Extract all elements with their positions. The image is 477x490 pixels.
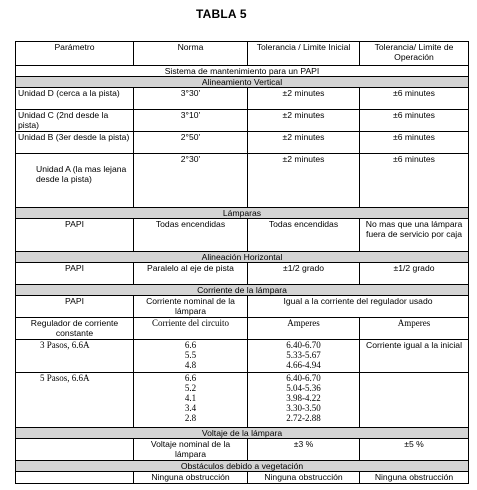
vertical-param: Unidad C (2nd desde la pista) — [16, 110, 134, 132]
horizontal-param: PAPI — [16, 263, 134, 285]
five-step-param: 5 Pasos, 6.6A — [16, 373, 134, 428]
regulator-inicial: Amperes — [248, 318, 360, 340]
table-title: TABLA 5 — [196, 7, 247, 21]
section-vertical: Alineamiento Vertical — [16, 77, 469, 88]
header-row — [16, 42, 469, 66]
three-step-inicial: 6.40-6.70 5.33-5.67 4.66-4.94 — [248, 340, 360, 373]
obstacles-operacion: Ninguna obstrucción — [360, 472, 469, 484]
vertical-param: Unidad D (cerca a la pista) — [16, 88, 134, 110]
current-papi-tolerance: Igual a la corriente del regulador usado — [248, 296, 469, 318]
regulator-param: Regulador de corriente constante — [16, 318, 134, 340]
vertical-operacion: ±6 minutes — [360, 154, 469, 208]
vertical-operacion: ±6 minutes — [360, 110, 469, 132]
table-row — [16, 439, 469, 461]
horizontal-norma: Paralelo al eje de pista — [134, 263, 248, 285]
vertical-norma: 2°30' — [134, 154, 248, 208]
lamps-param: PAPI — [16, 219, 134, 252]
table-row — [16, 154, 469, 208]
horizontal-inicial: ±1/2 grado — [248, 263, 360, 285]
system-title: Sistema de mantenimiento para un PAPI — [16, 66, 469, 77]
vertical-norma: 3°10' — [134, 110, 248, 132]
regulator-operacion: Amperes — [360, 318, 469, 340]
vertical-norma: 2°50' — [134, 132, 248, 154]
vertical-operacion: ±6 minutes — [360, 132, 469, 154]
lamps-norma: Todas encendidas — [134, 219, 248, 252]
vertical-inicial: ±2 minutes — [248, 110, 360, 132]
maintenance-table — [15, 41, 469, 484]
voltage-param — [16, 439, 134, 461]
vertical-param: Unidad A (la mas lejana desde la pista) — [16, 154, 134, 208]
section-lamps: Lámparas — [16, 208, 469, 219]
vertical-norma: 3°30' — [134, 88, 248, 110]
voltage-operacion: ±5 % — [360, 439, 469, 461]
section-voltage: Voltaje de la lámpara — [16, 428, 469, 439]
vertical-inicial: ±2 minutes — [248, 132, 360, 154]
lamps-operacion: No mas que una lámpara fuera de servicio por caja — [360, 219, 469, 252]
header-norma: Norma — [134, 42, 248, 66]
table-row — [16, 296, 469, 318]
five-step-norma: 6.6 5.2 4.1 3.4 2.8 — [134, 373, 248, 428]
table-row — [16, 340, 469, 373]
obstacles-inicial: Ninguna obstrucción — [248, 472, 360, 484]
section-horizontal: Alineación Horizontal — [16, 252, 469, 263]
table-row — [16, 263, 469, 285]
five-step-operacion — [360, 373, 469, 428]
regulator-norma: Corriente del circuito — [134, 318, 248, 340]
current-papi-norma: Corriente nominal de la lámpara — [134, 296, 248, 318]
table-row — [16, 219, 469, 252]
voltage-inicial: ±3 % — [248, 439, 360, 461]
table-row — [16, 318, 469, 340]
table-row — [16, 88, 469, 110]
header-tolerancia-operacion: Tolerancia/ Limite de Operación — [360, 42, 469, 66]
lamps-inicial: Todas encendidas — [248, 219, 360, 252]
vertical-inicial: ±2 minutes — [248, 154, 360, 208]
table-row — [16, 373, 469, 428]
table-row — [16, 132, 469, 154]
table-row — [16, 110, 469, 132]
section-current: Corriente de la lámpara — [16, 285, 469, 296]
table-row — [16, 472, 469, 484]
current-papi-param: PAPI — [16, 296, 134, 318]
vertical-inicial: ±2 minutes — [248, 88, 360, 110]
horizontal-operacion: ±1/2 grado — [360, 263, 469, 285]
header-parametro: Parámetro — [16, 42, 134, 66]
three-step-norma: 6.6 5.5 4.8 — [134, 340, 248, 373]
three-step-operacion: Corriente igual a la inicial — [360, 340, 469, 373]
vertical-operacion: ±6 minutes — [360, 88, 469, 110]
header-tolerancia-inicial: Tolerancia / Limite Inicial — [248, 42, 360, 66]
three-step-param: 3 Pasos, 6.6A — [16, 340, 134, 373]
voltage-norma: Voltaje nominal de la lámpara — [134, 439, 248, 461]
five-step-inicial: 6.40-6.70 5.04-5.36 3.98-4.22 3.30-3.50 2.72-2.88 — [248, 373, 360, 428]
vertical-param: Unidad B (3er desde la pista) — [16, 132, 134, 154]
section-obstacles: Obstáculos debido a vegetación — [16, 461, 469, 472]
obstacles-norma: Ninguna obstrucción — [134, 472, 248, 484]
obstacles-param — [16, 472, 134, 484]
